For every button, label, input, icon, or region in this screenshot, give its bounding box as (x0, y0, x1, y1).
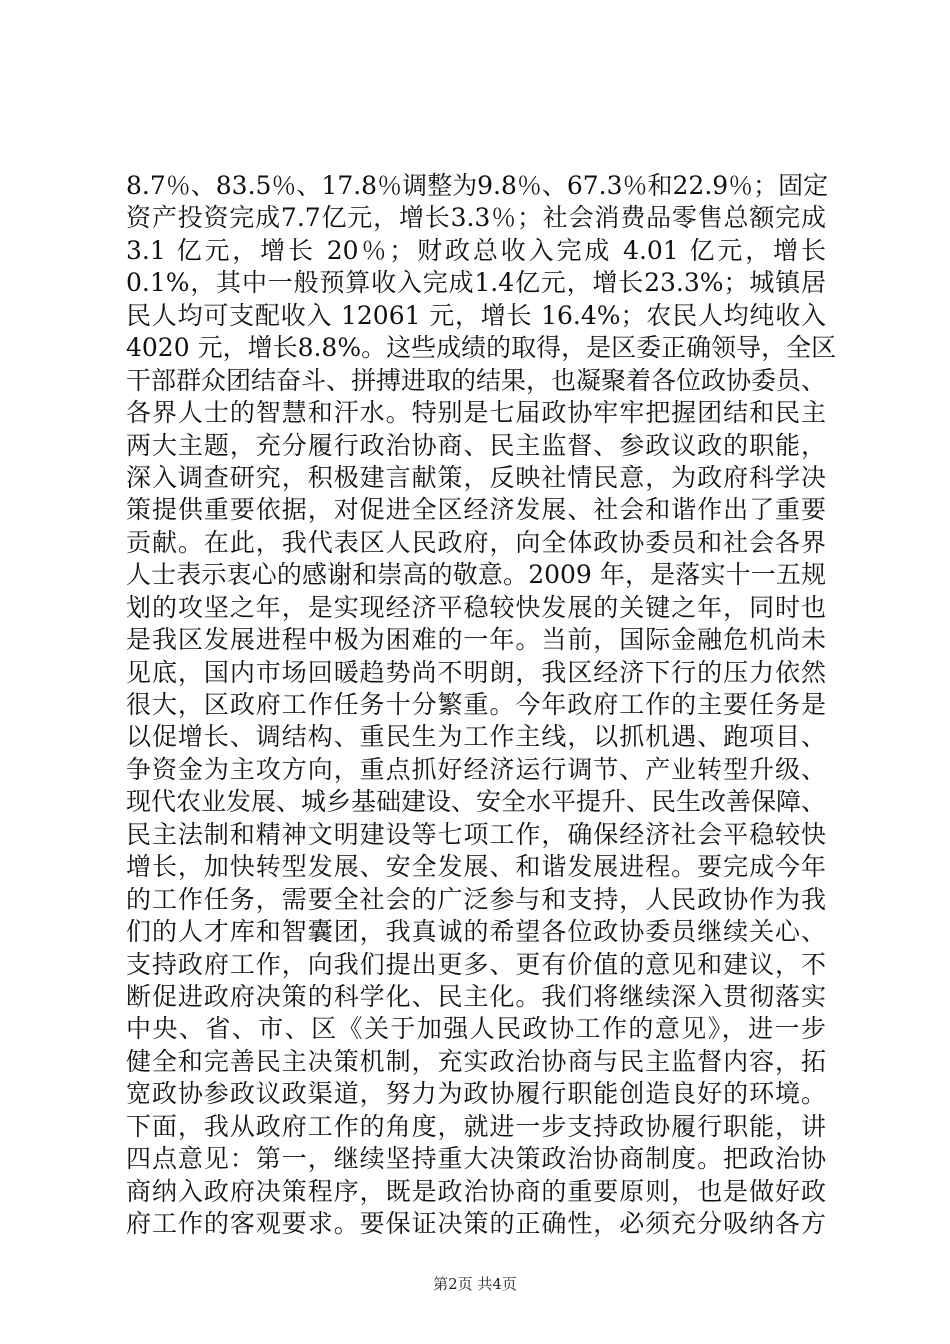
text-line: 宽政协参政议政渠道，努力为政协履行职能创造良好的环境。 (126, 1079, 826, 1109)
text-line: 商纳入政府决策程序，既是政治协商的重要原则，也是做好政 (126, 1176, 826, 1206)
text-line: 四点意见：第一，继续坚持重大决策政治协商制度。把政治协 (126, 1144, 826, 1174)
text-line: 现代农业发展、城乡基础建设、安全水平提升、民生改善保障、 (126, 787, 827, 817)
text-line: 贡献。在此，我代表区人民政府，向全体政协委员和社会各界 (126, 527, 826, 557)
text-line: 策提供重要依据，对促进全区经济发展、社会和谐作出了重要 (126, 495, 826, 525)
text-line: 健全和完善民主决策机制，充实政治协商与民主监督内容，拓 (126, 1046, 826, 1076)
text-line: 4020 元，增长8.8%。这些成绩的取得，是区委正确领导，全区 (126, 333, 837, 363)
text-line: 民人均可支配收入 12061 元，增长 16.4%；农民人均纯收入 (126, 300, 826, 330)
text-line: 3.1 亿元，增长 20％；财政总收入完成 4.01 亿元，增长 (126, 235, 826, 265)
text-line: 中央、省、市、区《关于加强人民政协工作的意见》，进一步 (126, 1014, 826, 1044)
text-line: 深入调查研究，积极建言献策，反映社情民意，为政府科学决 (126, 462, 826, 492)
text-line: 支持政府工作，向我们提出更多、更有价值的意见和建议，不 (126, 949, 826, 979)
text-line: 各界人士的智慧和汗水。特别是七届政协牢牢把握团结和民主 (126, 398, 826, 428)
text-line: 两大主题，充分履行政治协商、民主监督、参政议政的职能， (126, 430, 826, 460)
text-line: 的工作任务，需要全社会的广泛参与和支持，人民政协作为我 (126, 884, 826, 914)
text-line: 下面，我从政府工作的角度，就进一步支持政协履行职能，讲 (126, 1111, 826, 1141)
body-text (126, 170, 837, 1240)
text-line: 是我区发展进程中极为困难的一年。当前，国际金融危机尚未 (126, 625, 826, 655)
text-line: 8.7％、83.5％、17.8％调整为9.8％、67.3％和22.9％；固定 (126, 171, 829, 200)
text-line: 府工作的客观要求。要保证决策的正确性，必须充分吸纳各方 (126, 1209, 826, 1238)
text-line: 很大，区政府工作任务十分繁重。今年政府工作的主要任务是 (126, 690, 826, 719)
text-line: 资产投资完成7.7亿元，增长3.3％；社会消费品零售总额完成 (126, 203, 826, 233)
text-line: 争资金为主攻方向，重点抓好经济运行调节、产业转型升级、 (126, 754, 826, 784)
text-line: 划的攻坚之年，是实现经济平稳较快发展的关键之年，同时也 (126, 592, 826, 622)
text-line: 干部群众团结奋斗、拼搏进取的结果，也凝聚着各位政协委员、 (126, 365, 827, 395)
text-line: 们的人才库和智囊团，我真诚的希望各位政协委员继续关心、 (126, 917, 826, 947)
text-line: 增长，加快转型发展、安全发展、和谐发展进程。要完成今年 (126, 852, 826, 882)
text-line: 人士表示衷心的感谢和崇高的敬意。2009 年，是落实十一五规 (126, 560, 826, 590)
text-line: 0.1%，其中一般预算收入完成1.4亿元，增长23.3%；城镇居 (126, 268, 826, 298)
text-line: 以促增长、调结构、重民生为工作主线，以抓机遇、跑项目、 (126, 722, 826, 752)
text-line: 民主法制和精神文明建设等七项工作，确保经济社会平稳较快 (126, 819, 826, 849)
page-footer: 第2页 共4页 (433, 1275, 517, 1293)
text-line: 见底，国内市场回暖趋势尚不明朗，我区经济下行的压力依然 (126, 657, 826, 687)
text-line: 断促进政府决策的科学化、民主化。我们将继续深入贯彻落实 (126, 981, 826, 1011)
